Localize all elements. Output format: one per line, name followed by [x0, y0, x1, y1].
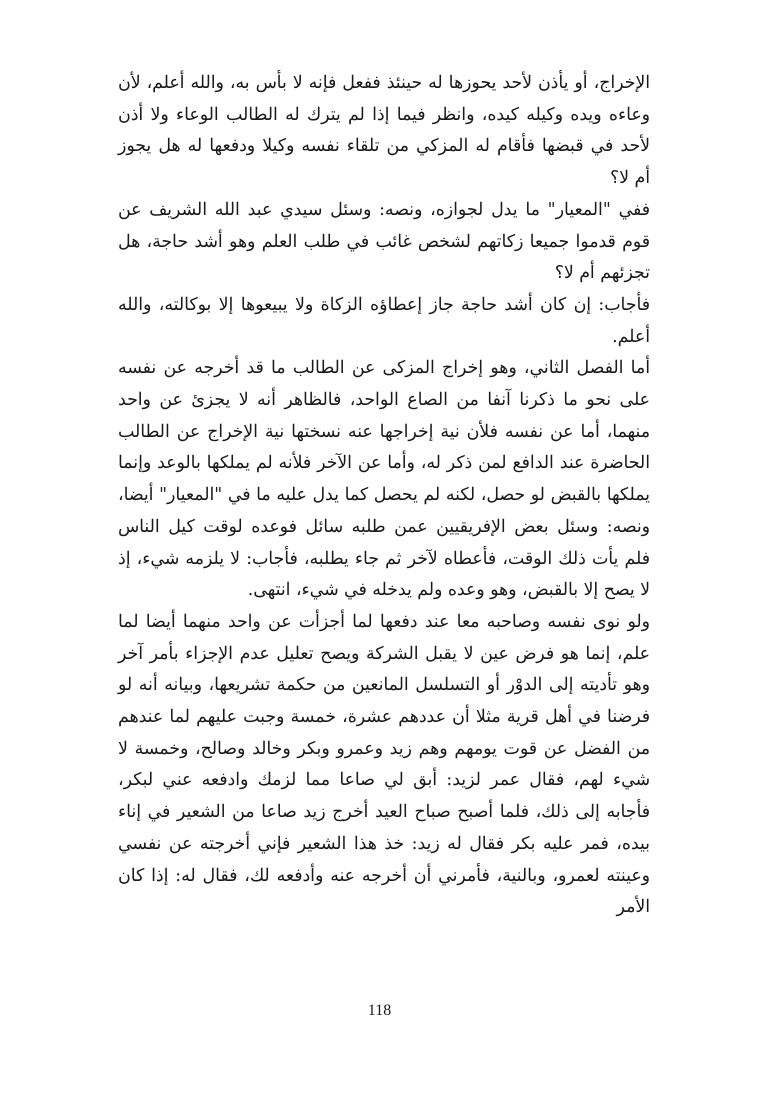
paragraph: أما الفصل الثاني، وهو إخراج المزكى عن الطالب ما قد أخرجه عن نفسه على نحو ما ذكرنا آنفا من الصاع الواحد، فالظاهر أنه لا يجزئ عن واحد منهما، أما عن نفسه فلأن نية إخراجها عنه نسختها نية الإخراج عن الطالب الحاضرة عند الدافع لمن ذكر له، وأما عن الآخر فلأنه لم يملكها بالوعد وإنما يملكها بالقبض لو حصل، لكنه لم يحصل كما يدل عليه ما في "المعيار" أيضا، ونصه: وسئل بعض الإفريقيين عمن طلبه سائل فوعده لوقت كيل الناس فلم يأت ذلك الوقت، فأعطاه لآخر ثم جاء يطلبه، فأجاب: لا يلزمه شيء، إذ لا يصح إلا بالقبض، وهو وعده ولم يدخله في شيء، انتهى.	[118, 358, 650, 601]
paragraph: فأجاب: إن كان أشد حاجة جاز إعطاؤه الزكاة ولا يبيعوها إلا بوكالته، والله أعلم.	[118, 294, 650, 347]
paragraph: ولو نوى نفسه وصاحبه معا عند دفعها لما أجزأت عن واحد منهما أيضا لما علم، إنما هو فرض عين لا يقبل الشركة ويصح تعليل عدم الإجزاء بأمر آخر وهو تأديته إلى الدوْر أو التسلسل المانعين من حكمة تشريعها، وبيانه أنه لو فرضنا في أهل قرية مثلا أن عددهم عشرة، خمسة وجبت عليهم لما عندهم من الفضل عن قوت يومهم وهم زيد وعمرو وبكر وخالد وصالح، وخمسة لا شيء لهم، فقال عمر لزيد: أبق لي صاعا مما لزمك وادفعه عني لبكر، فأجابه إلى ذلك، فلما أصبح صباح العيد أخرج زيد صاعا من الشعير في إناء بيده، فمر عليه بكر فقال له زيد: خذ هذا الشعير فإني أخرجته عن نفسي وعينته لعمرو، وبالنية، فأمرني أن أخرجه عنه وأدفعه لك، فقال له: إذا كان الأمر	[118, 611, 650, 918]
page-number: 118	[367, 1002, 392, 1019]
paragraph: ففي "المعيار" ما يدل لجوازه، ونصه: وسئل سيدي عبد الله الشريف عن قوم قدموا جميعا زكاتهم لشخص غائب في طلب العلم وهو أشد حاجة، هل تجزئهم أم لا؟	[118, 199, 650, 284]
paragraph: الإخراج، أو يأذن لأحد يحوزها له حينئذ ففعل فإنه لا بأس به، والله أعلم، لأن وعاءه ويده وكيله كيده، وانظر فيما إذا لم يترك له الطالب الوعاء ولا أذن لأحد في قبضها فأقام له المزكي من تلقاء نفسه وكيلا ودفعها له هل يجوز أم لا؟	[118, 73, 650, 189]
body-text	[118, 68, 650, 924]
